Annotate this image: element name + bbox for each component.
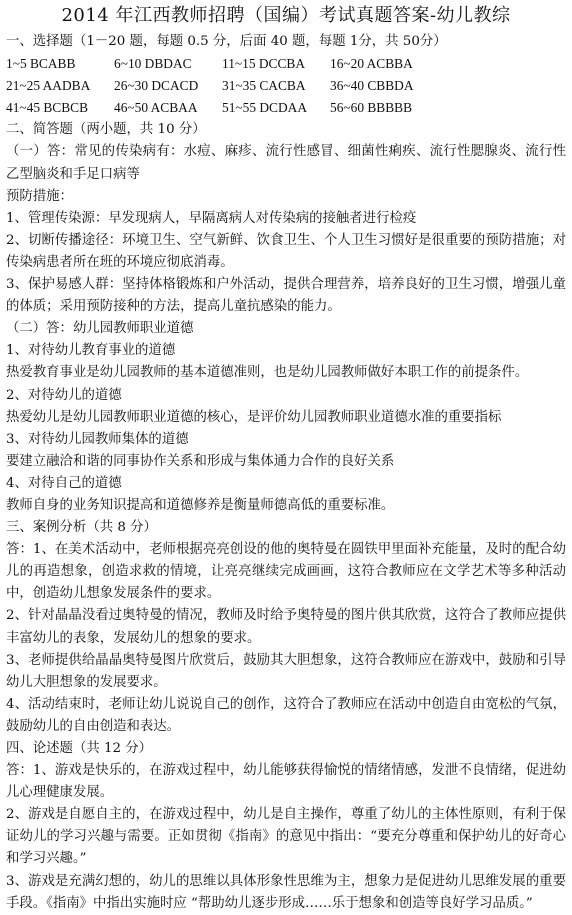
answer-key-item: 46~50 ACBAA [114, 100, 198, 116]
q2-answer: （二）答：幼儿园教师职业道德 [6, 321, 194, 337]
answer-key-item: 51~55 DCDAA [222, 100, 307, 116]
answer-key-item: 21~25 AADBA [6, 78, 91, 94]
ethics-item-heading: 1、对待幼儿教育事业的道德 [6, 343, 176, 359]
document-title: 2014 年江西教师招聘（国编）考试真题答案-幼儿教综 [61, 5, 511, 26]
ethics-item-heading: 4、对待自己的道德 [6, 475, 122, 491]
answer-key-item: 36~40 CBBDA [330, 78, 414, 94]
answer-key-grid [6, 53, 566, 119]
case-analysis-item: 答：1、在美术活动中，老师根据亮亮创设的他的奥特曼在圆铁甲里面补充能量，及时的配合幼儿的再造想象，创造求救的情境，让亮亮继续完成画画，这符合教师应在文学艺术等多种活动中，创造幼儿想象发展条件的要求。 [6, 542, 566, 602]
ethics-item-heading: 3、对待幼儿园教师集体的道德 [6, 431, 189, 447]
section4-heading: 四、论述题（共 12 分） [6, 741, 153, 756]
ethics-item-body: 教师自身的业务知识提高和道德修养是衡量师德高低的重要标准。 [6, 497, 395, 513]
answer-key-item: 6~10 DBDAC [114, 56, 192, 72]
answer-key-item: 11~15 DCCBA [222, 56, 306, 72]
ethics-item-body: 热爱幼儿是幼儿园教师职业道德的核心，是评价幼儿园教师职业道德水准的重要指标 [6, 409, 502, 425]
case-analysis-item: 2、针对晶晶没看过奥特曼的情况，教师及时给予奥特曼的图片供其欣赏，这符合了教师应提供丰富幼儿的表象，发展幼儿的想象的要求。 [6, 608, 566, 646]
essay-item: 3、游戏是充满幻想的，幼儿的思维以具体形象性思维为主，想象力是促进幼儿思维发展的重要手段。《指南》中指出实施时应 “帮助幼儿逐步形成……乐于想象和创造等良好学习品质。” [6, 873, 566, 911]
prevention-item: 1、管理传染源：早发现病人，早隔离病人对传染病的接触者进行检疫 [6, 210, 417, 226]
q1-answer: （一）答：常见的传染病有：水痘、麻疹、流行性感冒、细菌性痢疾、流行性腮腺炎、流行性乙型脑炎和手足口病等 [6, 144, 566, 182]
case-analysis-item: 3、老师提供给晶晶奥特曼图片欣赏后，鼓励其大胆想象，这符合教师应在游戏中，鼓励和引导幼儿大胆想象的发展要求。 [6, 652, 566, 690]
prevention-label: 预防措施： [6, 188, 73, 204]
essay-item: 2、游戏是自愿自主的，在游戏过程中，幼儿是自主操作，尊重了幼儿的主体性原则，有利于保证幼儿的学习兴趣与需要。正如贯彻《指南》的意见中指出：“要充分尊重和保护幼儿的好奇心和学习兴趣。” [6, 807, 566, 867]
answer-key-item: 26~30 DCACD [114, 78, 199, 94]
prevention-item: 2、切断传播途径：环境卫生、空气新鲜、饮食卫生、个人卫生习惯好是很重要的预防措施；对传染病患者所在班的环境应彻底消毒。 [6, 232, 566, 270]
answer-key-item: 31~35 CACBA [222, 78, 306, 94]
prevention-item: 3、保护易感人群：坚持体格锻炼和户外活动，提供合理营养，培养良好的卫生习惯，增强儿童的体质；采用预防接种的方法，提高儿童抗感染的能力。 [6, 277, 566, 315]
essay-item: 答：1、游戏是快乐的，在游戏过程中，幼儿能够获得愉悦的情绪情感，发泄不良情绪，促进幼儿心理健康发展。 [6, 763, 566, 801]
section2-heading: 二、简答题（两小题，共 10 分） [6, 122, 206, 138]
answer-key-item: 41~45 BCBCB [6, 100, 89, 116]
ethics-item-body: 要建立融洽和谐的同事协作关系和形成与集体通力合作的良好关系 [6, 453, 395, 469]
section1-heading: 一、选择题（1－20 题，每题 0.5 分，后面 40 题，每题 1分，共 50分） [6, 34, 447, 49]
answer-key-item: 16~20 ACBBA [330, 56, 413, 72]
case-analysis-item: 4、活动结束时，老师让幼儿说说自己的创作，这符合了教师应在活动中创造自由宽松的气氛，鼓励幼儿的自由创造和表达。 [6, 696, 566, 734]
section3-heading: 三、案例分析（共 8 分） [6, 520, 157, 536]
answer-key-item: 1~5 BCABB [6, 56, 76, 72]
answer-key-item: 56~60 BBBBB [330, 100, 413, 116]
ethics-item-body: 热爱教育事业是幼儿园教师的基本道德准则，也是幼儿园教师做好本职工作的前提条件。 [6, 365, 529, 381]
ethics-item-heading: 2、对待幼儿的道德 [6, 387, 122, 403]
